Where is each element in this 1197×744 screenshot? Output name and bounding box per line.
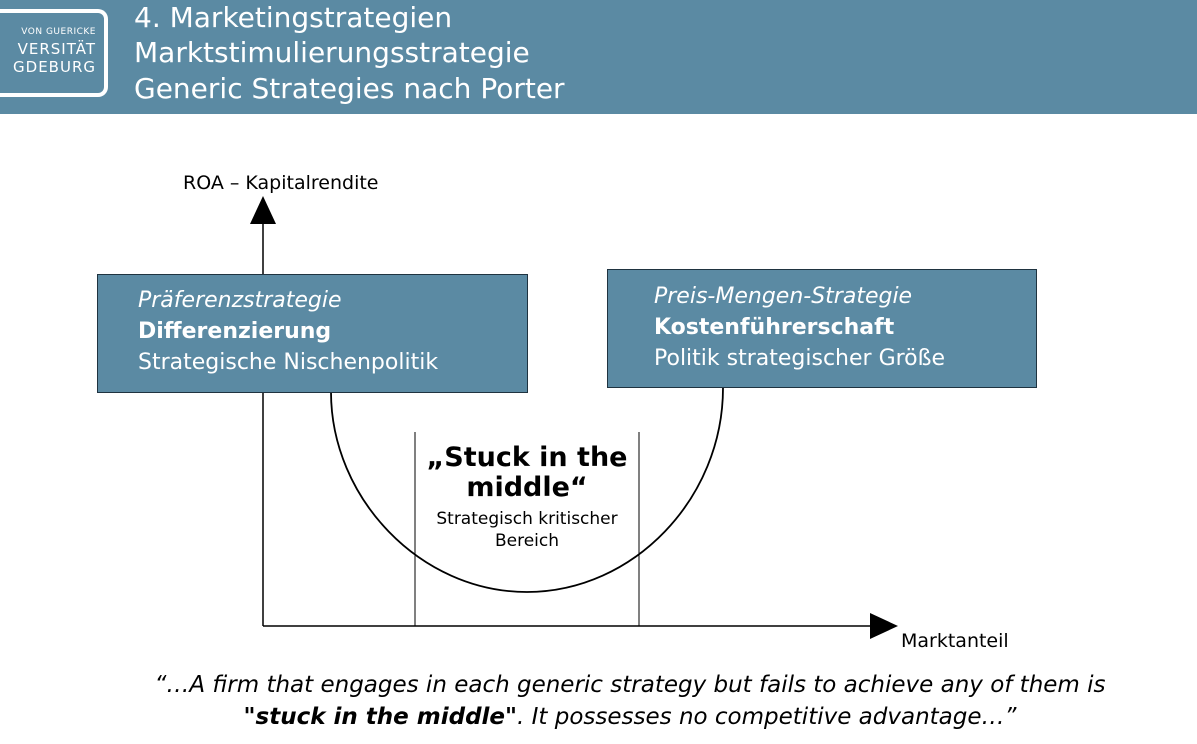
slide-title-line-3: Generic Strategies nach Porter [134,72,565,105]
cost-leadership-box-heading: Preis-Mengen-Strategie [654,284,913,309]
x-axis-label: Marktanteil [901,630,1009,652]
stuck-in-the-middle-title-line-1: „Stuck in the [426,442,628,473]
cost-leadership-strategy-box [607,269,1037,388]
differentiation-box-description: Strategische Nischenpolitik [138,350,439,375]
y-axis-label: ROA – Kapitalrendite [183,172,379,194]
differentiation-strategy-box [97,274,528,393]
porter-quote-line-2 [80,701,1180,733]
cost-leadership-box-title: Kostenführerschaft [654,315,895,340]
stuck-in-the-middle-title-line-2: middle“ [466,472,588,503]
slide-title-line-2: Marktstimulierungsstrategie [134,36,530,69]
logo-text-line-1: VON GUERICKE [21,27,96,37]
logo-text-line-2: VERSITÄT [17,40,96,58]
logo-text-line-3: GDEBURG [13,58,96,76]
differentiation-box-title: Differenzierung [138,319,332,344]
porter-quote [80,669,1180,733]
porter-quote-line-1: “…A firm that engages in each generic strategy but fails to achieve any of them is [154,672,1106,698]
porter-quote-emphasis: "stuck in the middle" [243,704,518,730]
stuck-in-the-middle-subtitle [417,507,637,553]
stuck-in-the-middle-subtitle-line-2: Bereich [494,531,560,551]
stuck-in-the-middle-label [417,443,637,553]
x-axis-arrowhead [870,613,898,639]
stuck-in-the-middle-subtitle-line-1: Strategisch kritischer [436,509,618,529]
cost-leadership-box-description: Politik strategischer Größe [654,346,946,371]
y-axis-arrowhead [250,196,276,224]
porter-quote-ending: . It possesses no competitive advantage…” [517,704,1017,730]
slide-title-line-1: 4. Marketingstrategien [134,1,453,34]
differentiation-box-heading: Präferenzstrategie [138,288,342,313]
